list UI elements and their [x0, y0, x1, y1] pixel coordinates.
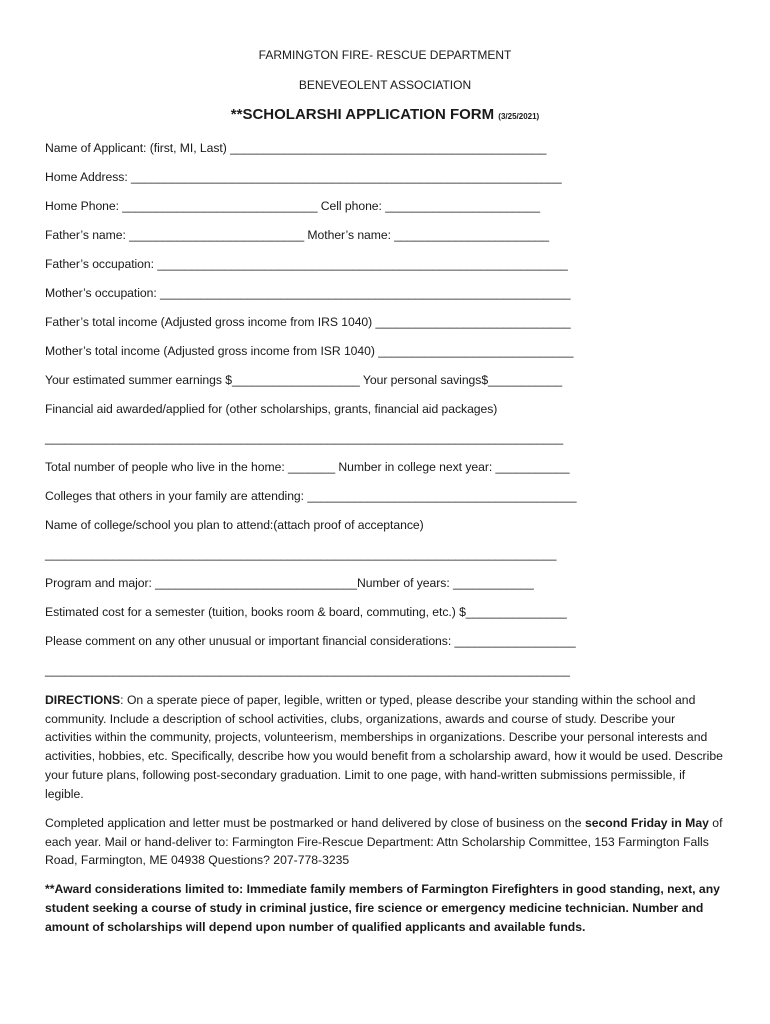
- association-name: BENEVEOLENT ASSOCIATION: [298, 78, 472, 92]
- father-occupation-field[interactable]: Father’s occupation: _____________________________________________________________: [45, 257, 568, 271]
- family-colleges-field[interactable]: Colleges that others in your family are attending: ________________________________________: [45, 489, 577, 503]
- parent-name-fields[interactable]: Father’s name: __________________________ Mother’s name: _______________________: [45, 228, 550, 242]
- financial-aid-line[interactable]: _____________________________________________________________________________: [45, 431, 564, 445]
- earnings-savings-fields[interactable]: Your estimated summer earnings $___________________ Your personal savings$___________: [45, 373, 563, 387]
- phone-fields[interactable]: Home Phone: _____________________________ Cell phone: _______________________: [45, 199, 540, 213]
- directions-text: : On a sperate piece of paper, legible, written or typed, please describe your standing within the school and community. Include a description of school activities, clubs, organizations, awards and course of study. Describe your activities within the community, projects, volunteerism, memberships in organizations. Describe your personal interests and activities, hobbies, etc. Specifically, describe how you would benefit from a scholarship award, how it would be used. Describe your future plans, following post-secondary graduation. Limit to one page, with hand-written submissions permissible, if legible.: [45, 693, 723, 801]
- program-years-fields[interactable]: Program and major: ______________________________Number of years: ____________: [45, 576, 534, 590]
- form-title-text: **SCHOLARSHI APPLICATION FORM: [230, 106, 495, 123]
- mother-occupation-field[interactable]: Mother’s occupation: _____________________________________________________________: [45, 286, 571, 300]
- directions-label: DIRECTIONS: [45, 693, 121, 707]
- deadline-text: second Friday in May: [584, 816, 709, 830]
- mother-income-field[interactable]: Mother’s total income (Adjusted gross income from ISR 1040) _____________________________: [45, 344, 574, 358]
- form-title: [0, 106, 770, 123]
- financial-comment-field[interactable]: Please comment on any other unusual or important financial considerations: __________________: [45, 634, 576, 648]
- father-income-field[interactable]: Father’s total income (Adjusted gross income from IRS 1040) _____________________________: [45, 315, 571, 329]
- department-name: FARMINGTON FIRE- RESCUE DEPARTMENT: [258, 48, 512, 62]
- financial-comment-line[interactable]: ______________________________________________________________________________: [45, 663, 570, 677]
- household-fields[interactable]: Total number of people who live in the home: _______ Number in college next year: ___________: [45, 460, 570, 474]
- financial-aid-label: Financial aid awarded/applied for (other scholarships, grants, financial aid packages): [45, 402, 498, 416]
- semester-cost-field[interactable]: Estimated cost for a semester (tuition, books room & board, commuting, etc.) $_______________: [45, 605, 567, 619]
- completion-paragraph: [45, 814, 725, 870]
- completion-pre: Completed application and letter must be postmarked or hand delivered by close of business on the: [45, 816, 585, 830]
- planned-college-line[interactable]: ____________________________________________________________________________: [45, 547, 557, 561]
- form-date: (3/25/2021): [498, 112, 540, 121]
- directions-paragraph: [45, 691, 725, 803]
- award-considerations: **Award considerations limited to: Immediate family members of Farmington Firefighters in good standing, next, any student seeking a course of study in criminal justice, fire science or emergency medicine technician. Number and amount of scholarships will depend upon number of qualified applicants and available funds.: [45, 882, 720, 934]
- applicant-name-field[interactable]: Name of Applicant: (first, MI, Last) _______________________________________________: [45, 141, 547, 155]
- home-address-field[interactable]: Home Address: ________________________________________________________________: [45, 170, 562, 184]
- planned-college-label: Name of college/school you plan to attend:(attach proof of acceptance): [45, 518, 424, 532]
- completion-post: of each year. Mail or hand-deliver to: Farmington Fire-Rescue Department: Attn Scholarship Committee, 153 Farmington Falls Road, Farmington, ME 04938 Questions? 207-778-3235: [45, 816, 723, 868]
